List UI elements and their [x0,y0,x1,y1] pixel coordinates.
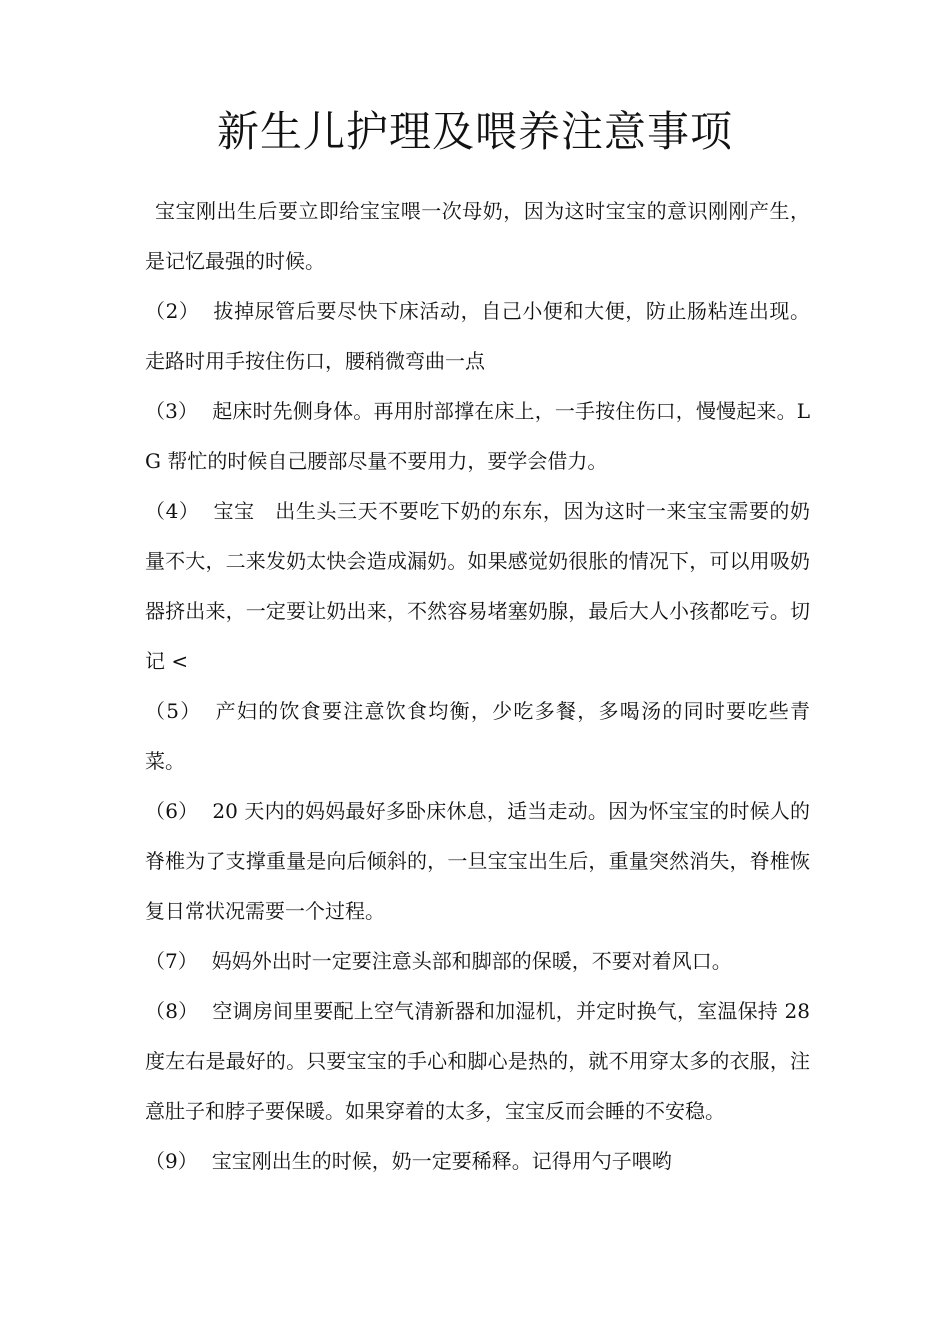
list-item [145,786,810,936]
list-item [145,936,810,986]
item-text: 宝宝 出生头三天不要吃下奶的东东，因为这时一来宝宝需要的奶量不大，二来发奶太快会造成漏奶。如果感觉奶很胀的情况下，可以用吸奶器挤出来，一定要让奶出来，不然容易堵塞奶腺，最后大人小孩都吃亏。切记 < [145,499,810,673]
item-number: （7） [145,949,198,973]
list-item [145,386,810,486]
item-text: 20 天内的妈妈最好多卧床休息，适当走动。因为怀宝宝的时候人的脊椎为了支撑重量是向后倾斜的，一旦宝宝出生后，重量突然消失，脊椎恢复日常状况需要一个过程。 [145,799,810,923]
item-number: （8） [145,999,199,1023]
item-text: 拔掉尿管后要尽快下床活动，自己小便和大便，防止肠粘连出现。走路时用手按住伤口，腰稍微弯曲一点 [145,299,810,373]
document-title: 新生儿护理及喂养注意事项 [216,107,733,156]
item-number: （2） [145,299,200,323]
item-number: （3） [145,399,199,423]
item-text: 产妇的饮食要注意饮食均衡，少吃多餐，多喝汤的同时要吃些青菜。 [145,699,811,773]
list-item [145,986,810,1136]
item-number: （5） [145,699,202,723]
intro-paragraph: 宝宝刚出生后要立即给宝宝喂一次母奶，因为这时宝宝的意识刚刚产生，是记忆最强的时候。 [145,199,810,273]
list-item [145,686,810,786]
document-body [145,186,810,1186]
list-item [145,1136,810,1186]
item-number: （4） [145,499,200,523]
item-number: （9） [145,1149,198,1173]
item-number: （6） [145,799,199,823]
list-item [145,286,810,386]
item-text: 宝宝刚出生的时候，奶一定要稀释。记得用勺子喂哟 [211,1149,672,1173]
list-item [145,486,810,686]
item-text: 空调房间里要配上空气清新器和加湿机，并定时换气，室温保持 28 度左右是最好的。只要宝宝的手心和脚心是热的，就不用穿太多的衣服，注意肚子和脖子要保暖。如果穿着的太多，宝宝反而会睡的不安稳。 [145,999,810,1123]
item-text: 起床时先侧身体。再用肘部撑在床上，一手按住伤口，慢慢起来。LG 帮忙的时候自己腰部尽量不要用力，要学会借力。 [145,399,811,473]
item-text: 妈妈外出时一定要注意头部和脚部的保暖，不要对着风口。 [211,949,732,973]
